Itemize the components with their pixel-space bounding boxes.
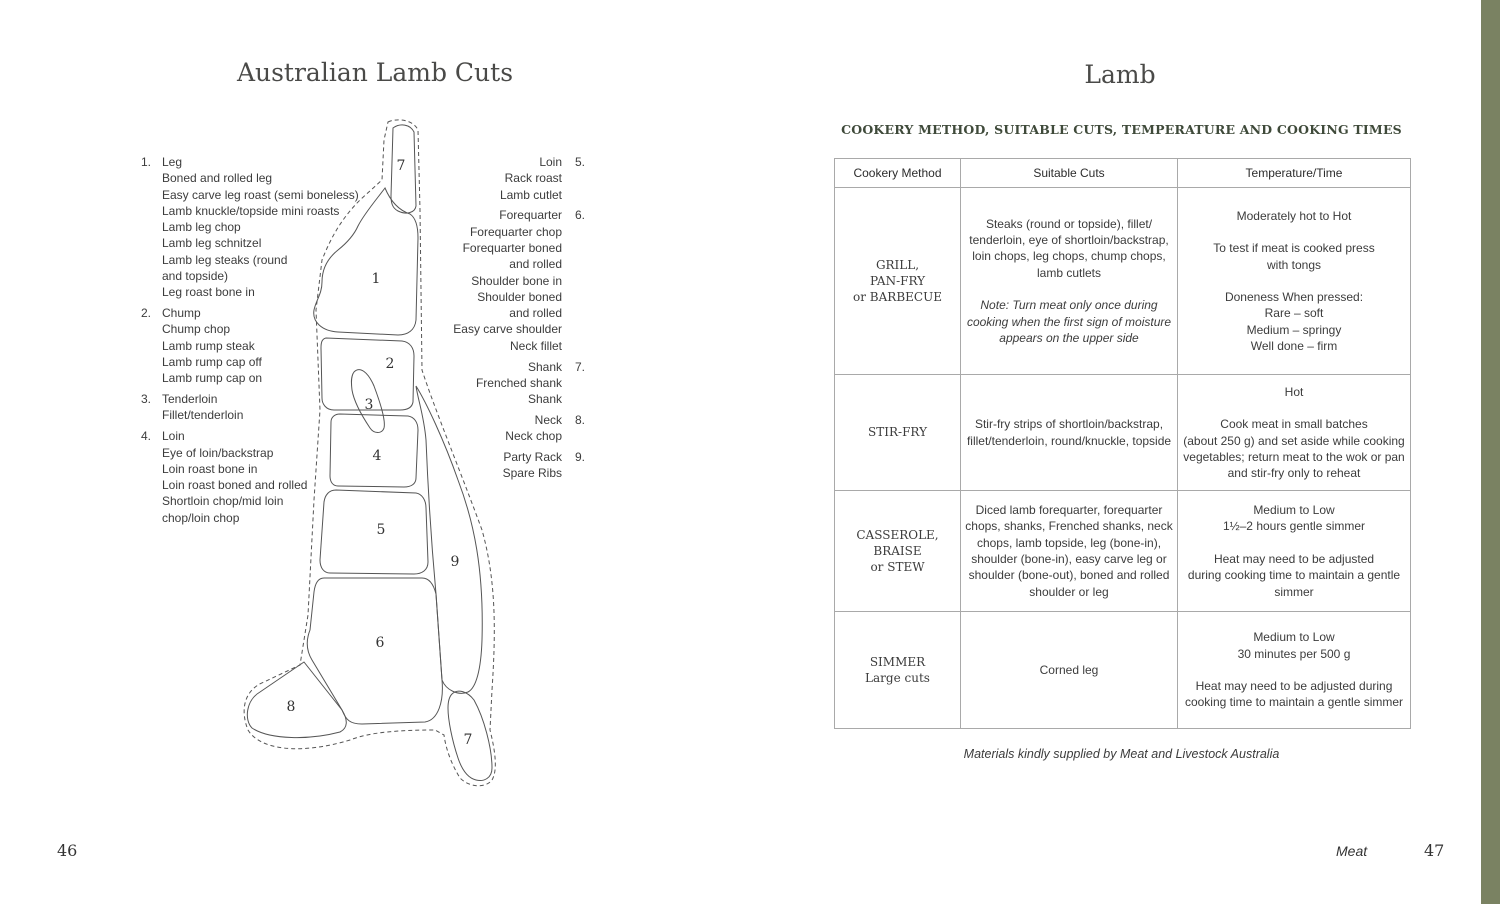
diagram-label-7-bottom: 7 xyxy=(463,732,473,748)
cuts-line: Corned leg xyxy=(1039,662,1099,677)
cut-number: 1. xyxy=(141,155,152,169)
cut-name-line: Loin roast boned and rolled xyxy=(162,478,308,493)
cut-name-line: Neck chop xyxy=(505,429,562,444)
method-line: CASSEROLE, xyxy=(856,527,939,542)
temp-line: Cook meat in small batches xyxy=(1220,417,1368,432)
cut-name-line: Lamb leg steaks (round xyxy=(162,252,288,267)
temp-line: Moderately hot to Hot xyxy=(1236,208,1352,223)
cut-name-line: Neck xyxy=(534,412,562,427)
cell-cookery-method xyxy=(835,188,961,375)
note-line: cooking when the first sign of moisture xyxy=(966,314,1172,329)
cut-name-line: Forequarter chop xyxy=(469,224,562,239)
cuts-line: tenderloin, eye of shortloin/backstrap, xyxy=(969,233,1169,248)
cut-8-shape xyxy=(247,662,346,738)
cut-name-line: Shoulder bone in xyxy=(471,273,562,288)
cuts-line: Stir-fry strips of shortloin/backstrap, xyxy=(974,417,1164,432)
cuts-line: fillet/tenderloin, round/knuckle, topside xyxy=(966,433,1172,448)
cut-name-line: and topside) xyxy=(162,269,229,284)
temp-line xyxy=(1182,400,1406,416)
cell-temperature-time xyxy=(1178,188,1411,375)
cut-name-line: Forequarter xyxy=(499,208,562,223)
method-line: or BARBECUE xyxy=(853,290,942,305)
cut-number: 4. xyxy=(141,429,152,444)
header-cookery-method: Cookery Method xyxy=(835,159,961,188)
cell-temperature-time xyxy=(1178,375,1411,491)
method-line: STIR-FRY xyxy=(868,425,927,440)
cuts-line: Diced lamb forequarter, forequarter xyxy=(975,503,1163,518)
cut-name-line: Lamb rump steak xyxy=(162,338,255,353)
cell-cookery-method xyxy=(835,491,961,612)
cut-name-line: Loin xyxy=(162,429,185,444)
cuts-line: shoulder (bone-out), boned and rolled xyxy=(968,568,1170,583)
cut-number: 8. xyxy=(574,412,585,427)
diagram-label-9: 9 xyxy=(450,554,460,570)
cut-name-line: Lamb rump cap on xyxy=(162,371,263,386)
cell-cookery-method xyxy=(835,612,961,729)
cut-5-shape xyxy=(320,490,428,574)
diagram-label-6: 6 xyxy=(375,635,385,651)
footnote-credit: Materials kindly supplied by Meat and Livestock Australia xyxy=(963,747,1280,761)
temp-line: simmer xyxy=(1274,584,1314,599)
cuts-line: loin chops, leg chops, chump chops, xyxy=(972,249,1166,264)
cell-suitable-cuts xyxy=(961,188,1178,375)
section-name: Meat xyxy=(1336,843,1368,859)
temp-line: Heat may need to be adjusted xyxy=(1213,552,1375,566)
cut-name-line: Forequarter boned xyxy=(462,240,562,255)
cut-name-line: Chump chop xyxy=(162,322,231,337)
cut-6-shape xyxy=(307,578,442,724)
page-edge-stripe xyxy=(1481,0,1500,904)
cut-name-line: Leg xyxy=(162,155,183,169)
cell-temperature-time xyxy=(1178,491,1411,612)
cut-name-line: Shoulder boned xyxy=(477,289,562,304)
cuts-line: Steaks (round or topside), fillet/ xyxy=(985,216,1153,231)
header-temperature-time: Temperature/Time xyxy=(1178,159,1411,188)
temp-line: Rare – soft xyxy=(1264,306,1324,321)
cuts-line: shoulder or leg xyxy=(1029,584,1109,599)
spacer xyxy=(965,281,1173,297)
left-page-title: Australian Lamb Cuts xyxy=(236,58,514,87)
cut-name-line: Lamb rump cap off xyxy=(162,355,262,370)
method-line: SIMMER xyxy=(869,654,926,669)
cut-name-line: Shank xyxy=(527,392,562,407)
cuts-line: lamb cutlets xyxy=(1036,265,1102,280)
cuts-line: chops, shanks, Frenched shanks, neck xyxy=(965,519,1173,534)
cut-name-line: and rolled xyxy=(509,257,562,272)
temp-line xyxy=(1182,535,1406,551)
table-row xyxy=(835,612,1411,729)
temp-line: To test if meat is cooked press xyxy=(1213,241,1375,256)
cuts-line: chops, lamb topside, leg (bone-in), xyxy=(976,535,1162,550)
cut-number: 7. xyxy=(574,359,585,374)
table-row xyxy=(835,375,1411,491)
temp-line: Well done – firm xyxy=(1250,339,1338,354)
cut-name-line: Loin roast bone in xyxy=(162,461,258,476)
temp-line: (about 250 g) and set aside while cooking xyxy=(1183,433,1405,448)
cut-1-shape xyxy=(314,188,418,335)
cut-name-line: Eye of loin/backstrap xyxy=(162,445,274,460)
temp-line: with tongs xyxy=(1266,257,1322,272)
page-number-left: 46 xyxy=(57,841,78,860)
cut-name-line: Shank xyxy=(527,359,562,374)
temp-line xyxy=(1182,662,1406,678)
temp-line xyxy=(1182,224,1406,240)
cut-name-line: Lamb knuckle/topside mini roasts xyxy=(162,203,340,218)
cut-name-line: Loin xyxy=(539,155,562,169)
table-row xyxy=(835,491,1411,612)
cut-number: 9. xyxy=(574,450,585,465)
cut-number: 2. xyxy=(141,306,152,321)
table-row xyxy=(835,188,1411,375)
cut-name-line: chop/loin chop xyxy=(162,510,240,525)
header-suitable-cuts: Suitable Cuts xyxy=(961,159,1178,188)
method-line: GRILL, xyxy=(875,257,920,272)
temp-line: 1½–2 hours gentle simmer xyxy=(1222,519,1366,534)
method-line: PAN-FRY xyxy=(869,273,926,288)
cell-suitable-cuts xyxy=(961,491,1178,612)
diagram-label-4: 4 xyxy=(372,448,382,464)
cut-name-line: Chump xyxy=(162,306,201,321)
cell-suitable-cuts xyxy=(961,375,1178,491)
temp-line: Medium to Low xyxy=(1253,503,1335,518)
cooking-note xyxy=(965,297,1173,346)
diagram-label-5: 5 xyxy=(376,522,386,538)
diagram-label-8: 8 xyxy=(286,699,296,715)
temp-line: vegetables; return meat to the wok or pan xyxy=(1183,449,1405,464)
cut-name-line: Easy carve leg roast (semi boneless) xyxy=(162,187,359,202)
temp-line: cooking time to maintain a gentle simmer xyxy=(1184,695,1404,710)
temp-line xyxy=(1182,273,1406,289)
cookery-table xyxy=(834,158,1411,729)
diagram-label-7-top: 7 xyxy=(396,158,406,174)
carcass-outline xyxy=(244,120,495,786)
cut-number: 6. xyxy=(574,208,585,223)
cell-suitable-cuts xyxy=(961,612,1178,729)
right-page-title: Lamb xyxy=(1084,60,1156,89)
cut-name-line: Lamb leg chop xyxy=(162,220,241,235)
cut-name-line: Tenderloin xyxy=(162,392,218,407)
cuts-line: shoulder (bone-in), easy carve leg or xyxy=(971,552,1167,566)
diagram-label-2: 2 xyxy=(385,356,395,372)
temp-line: Doneness When pressed: xyxy=(1224,290,1364,305)
table-subtitle: COOKERY METHOD, SUITABLE CUTS, TEMPERATURE AND COOKING TIMES xyxy=(841,122,1402,137)
cut-9-shape xyxy=(416,386,482,693)
cut-name-line: Rack roast xyxy=(504,171,562,186)
method-line: or STEW xyxy=(870,560,925,575)
table-header-row xyxy=(835,159,1411,188)
cut-number: 5. xyxy=(574,155,585,169)
cut-name-line: Easy carve shoulder xyxy=(453,322,562,337)
cut-name-line: Boned and rolled leg xyxy=(162,171,273,186)
cut-name-line: Frenched shank xyxy=(475,375,562,390)
cut-name-line: Spare Ribs xyxy=(502,466,562,481)
cut-name-line: Leg roast bone in xyxy=(162,285,255,300)
temp-line: and stir-fry only to reheat xyxy=(1227,466,1361,481)
temp-line: 30 minutes per 500 g xyxy=(1237,646,1351,661)
cut-name-line: Party Rack xyxy=(503,450,562,465)
cut-name-line: Lamb leg schnitzel xyxy=(162,236,262,251)
cut-name-line: Fillet/tenderloin xyxy=(162,408,244,423)
cut-name-line: Shortloin chop/mid loin xyxy=(162,494,284,509)
lamb-cuts-diagram xyxy=(230,110,510,800)
note-line: Note: Turn meat only once during xyxy=(980,298,1158,313)
diagram-label-1: 1 xyxy=(371,271,381,287)
method-line: Large cuts xyxy=(865,671,930,685)
page-number-right: 47 xyxy=(1424,841,1445,860)
cut-name-line: and rolled xyxy=(509,306,562,321)
cut-name-line: Lamb cutlet xyxy=(499,187,562,202)
note-line: appears on the upper side xyxy=(999,330,1139,345)
cut-name-line: Neck fillet xyxy=(509,338,562,353)
temp-line: Heat may need to be adjusted during xyxy=(1195,679,1393,694)
cut-number: 3. xyxy=(141,392,152,407)
cell-temperature-time xyxy=(1178,612,1411,729)
diagram-label-3: 3 xyxy=(364,397,374,413)
temp-line: during cooking time to maintain a gentle xyxy=(1187,568,1401,583)
cell-cookery-method xyxy=(835,375,961,491)
method-line: BRAISE xyxy=(873,543,922,558)
temp-line: Hot xyxy=(1284,384,1304,399)
temp-line: Medium to Low xyxy=(1253,630,1335,645)
temp-line: Medium – springy xyxy=(1246,322,1342,337)
